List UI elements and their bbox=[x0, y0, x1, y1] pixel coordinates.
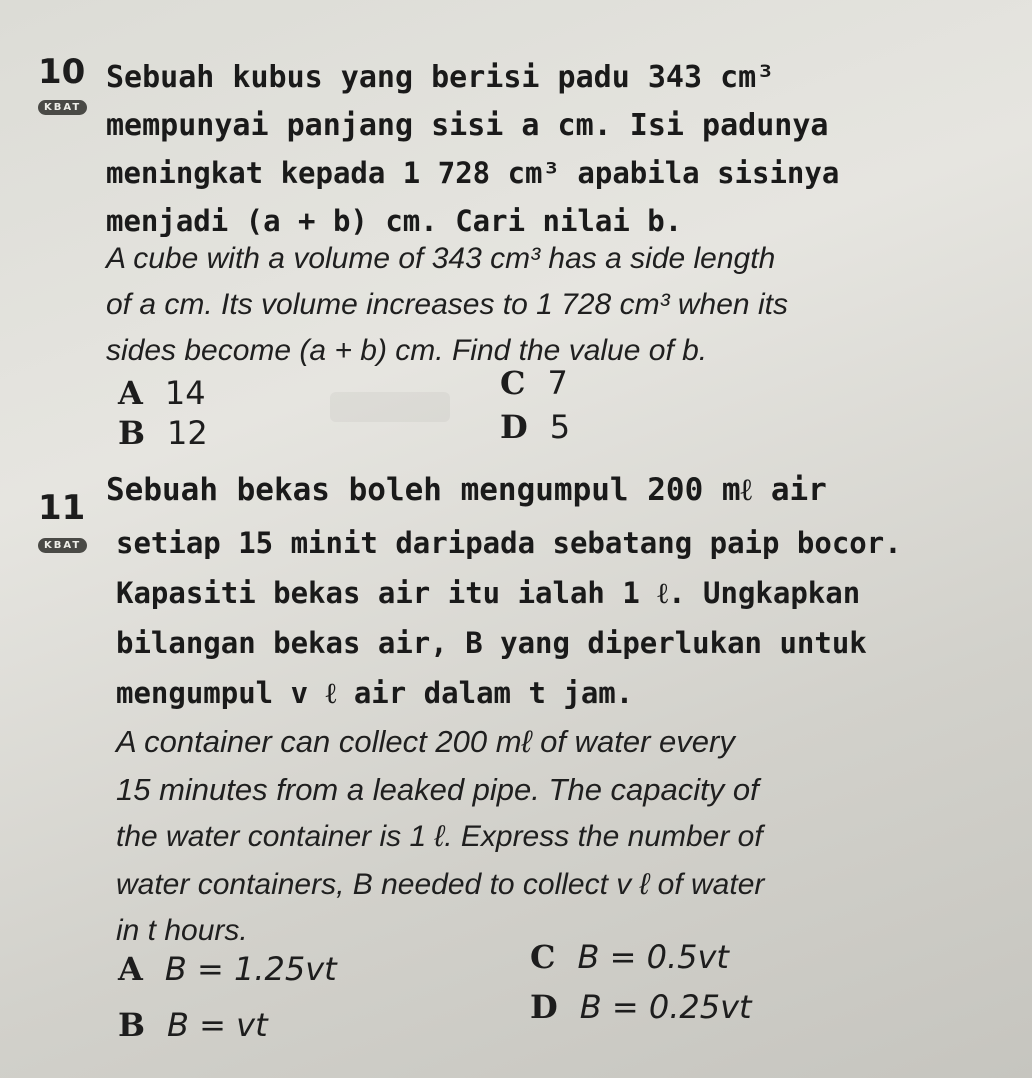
english-text-line: A container can collect 200 mℓ of water every bbox=[116, 724, 735, 759]
malay-text-line: mengumpul v ℓ air dalam t jam. bbox=[116, 676, 634, 710]
option-value: B = 0.5vt bbox=[577, 938, 729, 976]
option-b[interactable] bbox=[118, 414, 208, 452]
malay-text-line: menjadi (a + b) cm. Cari nilai b. bbox=[106, 204, 683, 238]
show-through-shadow bbox=[330, 392, 450, 422]
option-letter: B bbox=[118, 1006, 146, 1044]
english-text-line: sides become (a + b) cm. Find the value of b. bbox=[106, 334, 708, 367]
option-c[interactable] bbox=[530, 938, 729, 976]
option-letter: D bbox=[530, 988, 558, 1026]
english-text-line: the water container is 1 ℓ. Express the number of bbox=[116, 820, 763, 853]
malay-text-line: mempunyai panjang sisi a cm. Isi padunya bbox=[106, 108, 829, 143]
option-letter: D bbox=[500, 408, 528, 446]
question-number: 11 bbox=[38, 488, 86, 528]
option-value: 7 bbox=[547, 364, 568, 402]
question-number: 10 bbox=[38, 52, 86, 92]
english-text-line: in t hours. bbox=[116, 914, 248, 947]
malay-text-line: Sebuah bekas boleh mengumpul 200 mℓ air bbox=[106, 472, 827, 508]
english-text-line: A cube with a volume of 343 cm³ has a side length bbox=[106, 242, 776, 275]
english-text-line: of a cm. Its volume increases to 1 728 cm³ when its bbox=[106, 288, 788, 321]
option-value: B = 1.25vt bbox=[164, 950, 337, 988]
option-b[interactable] bbox=[118, 1006, 268, 1044]
option-value: 14 bbox=[164, 374, 206, 412]
option-letter: A bbox=[118, 950, 143, 988]
english-text-line: 15 minutes from a leaked pipe. The capacity of bbox=[116, 772, 759, 807]
option-d[interactable] bbox=[500, 408, 570, 446]
english-text-line: water containers, B needed to collect v ℓ of water bbox=[116, 868, 765, 901]
option-value: 12 bbox=[167, 414, 208, 452]
malay-text-line: Sebuah kubus yang berisi padu 343 cm³ bbox=[106, 60, 775, 95]
malay-text-line: Kapasiti bekas air itu ialah 1 ℓ. Ungkapkan bbox=[116, 576, 861, 610]
malay-text-line: meningkat kepada 1 728 cm³ apabila sisinya bbox=[106, 156, 840, 190]
option-c[interactable] bbox=[500, 364, 568, 402]
option-letter: B bbox=[118, 414, 146, 452]
option-letter: A bbox=[118, 374, 143, 412]
option-a[interactable] bbox=[118, 950, 337, 988]
kbat-tag: KBAT bbox=[38, 100, 87, 115]
option-value: 5 bbox=[549, 408, 571, 446]
option-letter: C bbox=[530, 938, 556, 976]
malay-text-line: bilangan bekas air, B yang diperlukan untuk bbox=[116, 626, 867, 660]
kbat-tag: KBAT bbox=[38, 538, 87, 553]
option-letter: C bbox=[500, 364, 526, 402]
option-d[interactable] bbox=[530, 988, 752, 1026]
option-value: B = vt bbox=[167, 1006, 268, 1044]
option-value: B = 0.25vt bbox=[579, 988, 752, 1026]
option-a[interactable] bbox=[118, 374, 206, 412]
malay-text-line: setiap 15 minit daripada sebatang paip bocor. bbox=[116, 526, 902, 560]
